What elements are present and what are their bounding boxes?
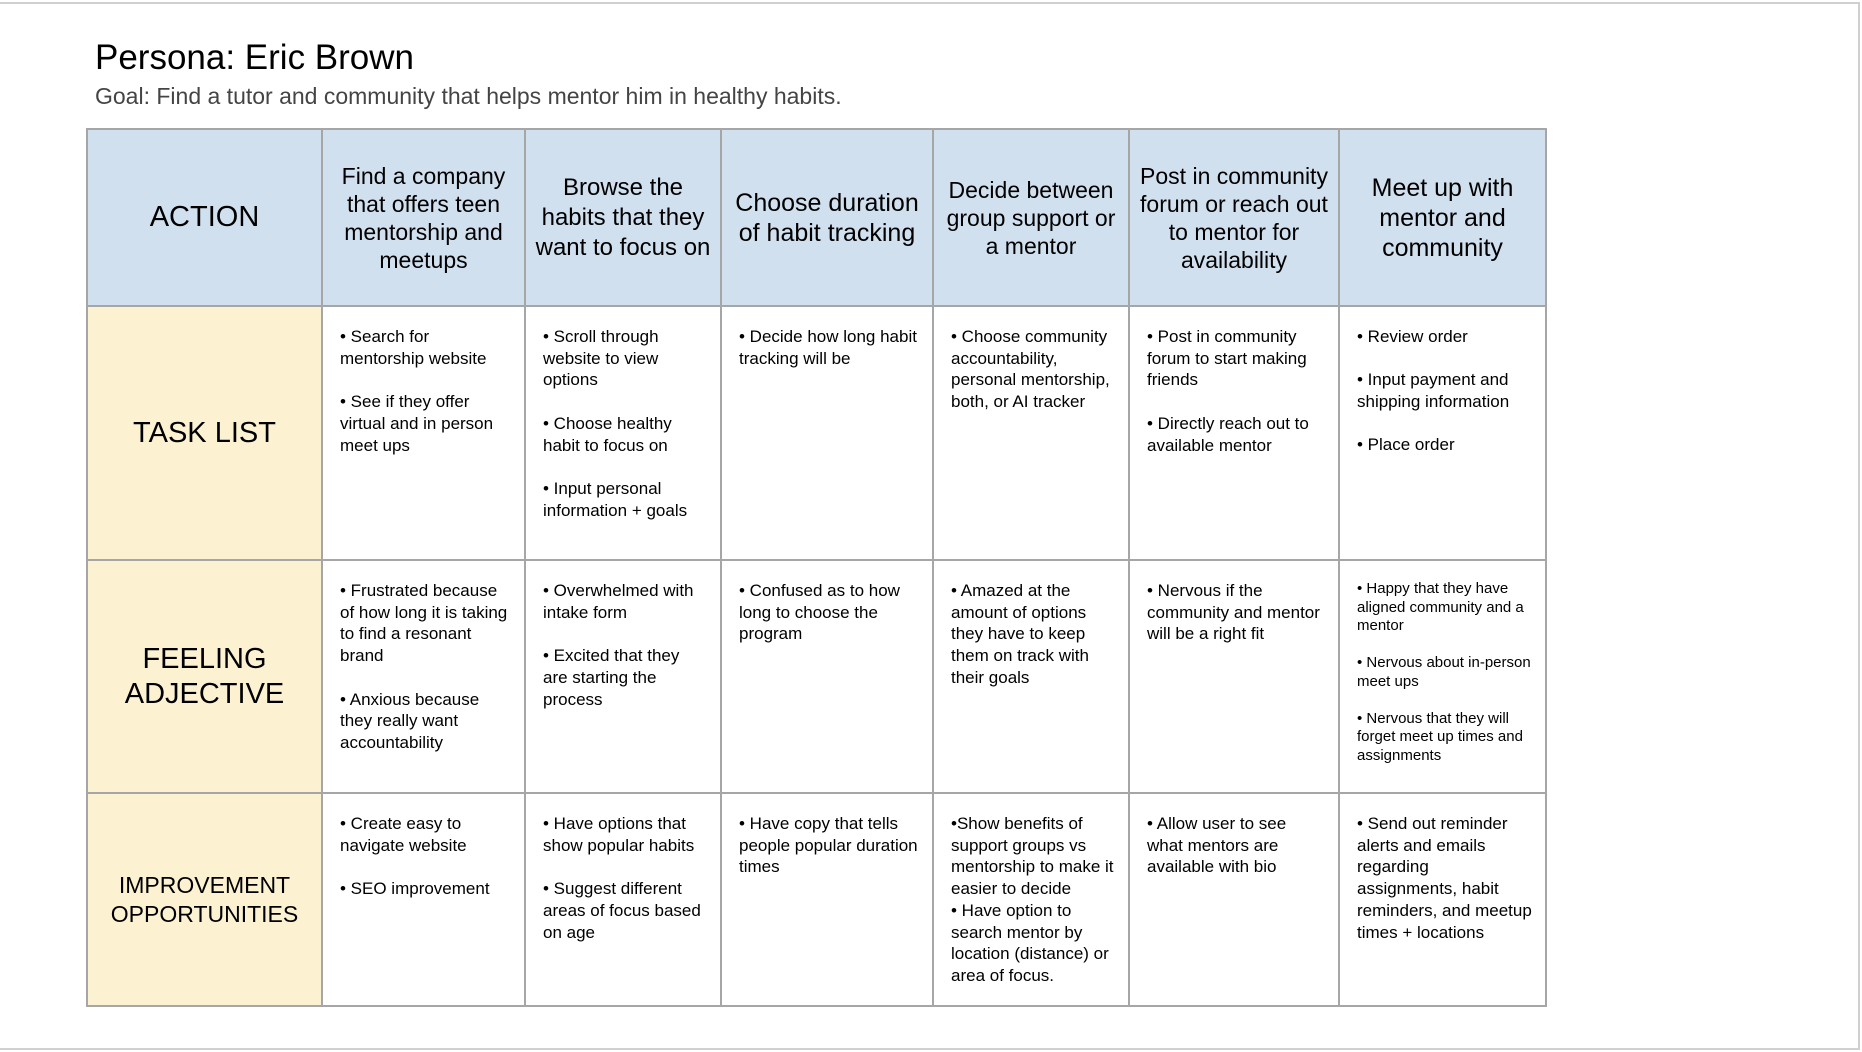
feeling-item: • Confused as to how long to choose the program [739,581,900,644]
improvement-cell-4 [933,793,1129,1006]
feeling-adjective-row [87,560,1546,793]
task-cell-6 [1339,306,1546,560]
action-cell-2 [525,129,721,306]
improvement-item: • Have options that show popular habits [543,814,695,855]
task-item: • Choose healthy habit to focus on [543,413,672,455]
feeling-item: • Nervous about in-person meet ups [1357,654,1531,690]
improvement-cell-1 [322,793,525,1006]
improvement-item: • Allow user to see what mentors are available with bio [1147,814,1287,877]
row-header-feeling-adjective [87,560,322,793]
task-list-row [87,306,1546,560]
feeling-item: • Anxious because they really want accountability [340,689,480,752]
feeling-item: • Happy that they have aligned community and a mentor [1357,580,1524,634]
action-cell-3 [721,129,933,306]
improvement-cell-2 [525,793,721,1006]
task-item: • Review order [1357,327,1468,346]
row-header-action: ACTION [87,129,322,306]
improvement-item: • Send out reminder alerts and emails regarding assignments, habit reminders, and meetup times + locations [1357,814,1532,942]
action-cell-1 [322,129,525,306]
action-label: Decide between group support or a mentor [946,176,1116,259]
improvement-cell-5 [1129,793,1339,1006]
row-header-line: FEELING [142,642,267,675]
action-label: Choose duration of habit tracking [735,188,919,247]
task-cell-1 [322,306,525,560]
task-item: • Directly reach out to available mentor [1147,413,1309,455]
journey-map-table [86,128,1547,1007]
task-item: • Choose community accountability, personal mentorship, both, or AI tracker [951,327,1110,412]
improvement-item: • Suggest different areas of focus based on age [543,879,701,942]
action-label: Post in community forum or reach out to mentor for availability [1140,162,1328,273]
improvement-cell-3 [721,793,933,1006]
row-header-line: OPPORTUNITIES [110,900,299,927]
improvement-item: • SEO improvement [340,879,490,899]
feeling-item: • Nervous if the community and mentor will be a right fit [1147,581,1320,644]
improvement-item: • Create easy to navigate website [340,814,467,855]
task-item: • Place order [1357,435,1455,455]
task-item: • Post in community forum to start making friends [1147,327,1307,390]
task-item: • Scroll through website to view options [543,327,659,390]
row-header-improvement-opportunities [87,793,322,1006]
persona-goal: Goal: Find a tutor and community that helps mentor him in healthy habits. [95,83,842,109]
feeling-item: • Nervous that they will forget meet up times and assignments [1357,709,1523,764]
action-cell-5 [1129,129,1339,306]
action-row [87,129,1546,306]
feeling-cell-5 [1129,560,1339,793]
feeling-cell-1 [322,560,525,793]
task-cell-2 [525,306,721,560]
row-header-task-list: TASK LIST [87,306,322,560]
persona-title: Persona: Eric Brown [95,38,415,77]
task-item: • Search for mentorship website [340,327,487,368]
feeling-cell-6 [1339,560,1546,793]
feeling-item: • Overwhelmed with intake form [543,581,694,622]
improvement-item: • Have option to search mentor by location (distance) or area of focus. [951,900,1109,985]
task-item: • Decide how long habit tracking will be [739,327,917,368]
feeling-cell-2 [525,560,721,793]
improvement-item: •Show benefits of support groups vs mentorship to make it easier to decide [951,814,1114,899]
improvement-cell-6 [1339,793,1546,1006]
improvement-row [87,793,1546,1006]
task-item: • See if they offer virtual and in person meet ups [340,392,494,455]
action-label: Browse the habits that they want to focus on [535,173,711,261]
feeling-item: • Frustrated because of how long it is taking to find a resonant brand [340,581,508,666]
task-cell-3 [721,306,933,560]
feeling-item: • Excited that they are starting the process [543,646,680,709]
action-cell-6 [1339,129,1546,306]
task-item: • Input payment and shipping information [1357,370,1510,412]
action-cell-4 [933,129,1129,306]
feeling-item: • Amazed at the amount of options they have to keep them on track with their goals [951,581,1089,687]
feeling-cell-3 [721,560,933,793]
row-header-line: IMPROVEMENT [118,871,291,898]
task-cell-4 [933,306,1129,560]
improvement-item: • Have copy that tells people popular duration times [739,814,918,877]
action-label: Meet up with mentor and community [1371,173,1514,262]
task-cell-5 [1129,306,1339,560]
feeling-cell-4 [933,560,1129,793]
task-item: • Input personal information + goals [543,478,688,520]
action-label: Find a company that offers teen mentorship and meetups [341,162,506,273]
row-header-line: ADJECTIVE [124,677,285,710]
